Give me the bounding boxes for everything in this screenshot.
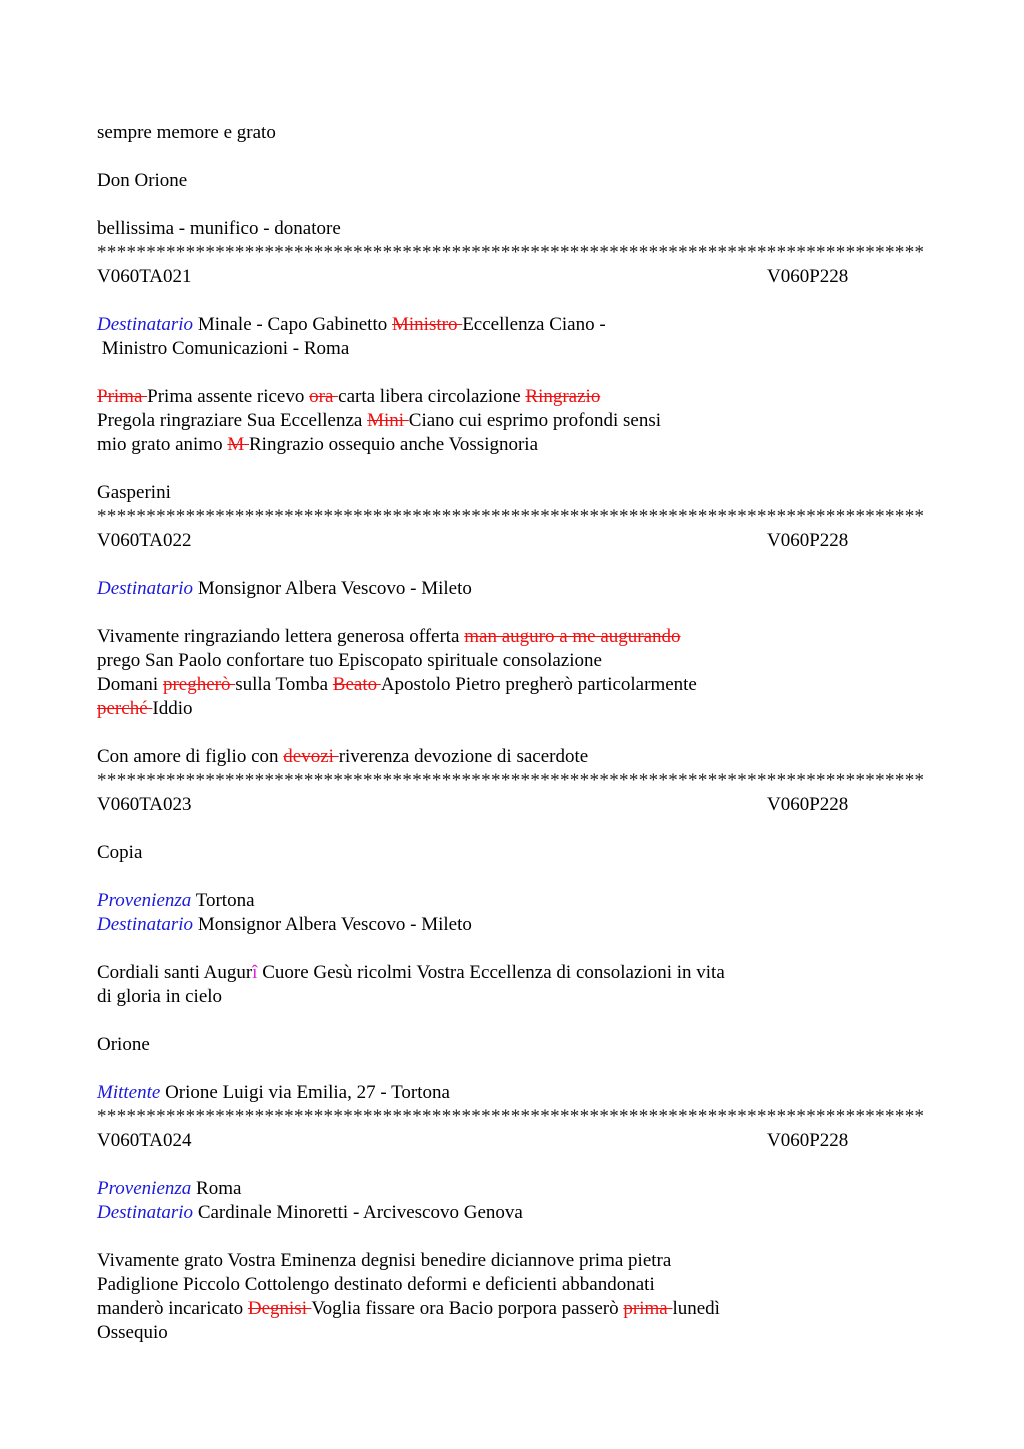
deleted-text: perché [97,698,153,719]
entry-code-row [97,793,927,817]
deleted-text: pregherò [162,674,236,695]
text-line [97,961,927,985]
separator: ************************************************************************************ [97,242,925,263]
mittente-line [97,1081,927,1105]
field-label: Destinatario [97,314,194,335]
field-label: Destinatario [97,1202,194,1223]
entry-code-row [97,265,927,289]
field-label: Destinatario [97,578,194,599]
text-line [97,625,927,649]
text-line: sempre memore e grato [97,122,276,143]
text: sulla Tomba [235,674,333,695]
text-line: di gloria in cielo [97,986,223,1007]
deleted-text: Ringrazio [525,386,601,407]
text: Pregola ringraziare Sua Eccellenza [97,410,368,431]
text: Voglia fissare ora Bacio porpora passerò [311,1298,624,1319]
entry-code: V060TA021 [97,266,192,287]
deleted-text: M [227,434,249,455]
deleted-text: Beato [332,674,381,695]
text: Vivamente ringraziando lettera generosa offerta [97,626,465,647]
deleted-text: prima [623,1298,673,1319]
text: lunedì [672,1298,720,1319]
field-value: Orione Luigi via Emilia, 27 - Tortona [160,1082,450,1103]
destinatario-line [97,913,927,937]
deleted-text: Mini [367,410,409,431]
field-value: Minale - Capo Gabinetto [193,314,392,335]
signature: Gasperini [97,482,171,503]
separator: ************************************************************************************ [97,770,925,791]
deleted-text: Prima [97,386,148,407]
text-line: Ossequio [97,1322,168,1343]
text: Prima assente ricevo [147,386,310,407]
field-label: Destinatario [97,914,194,935]
text-line [97,673,927,697]
entry-code: V060TA022 [97,530,192,551]
text: Ciano cui esprimo profondi sensi [408,410,662,431]
text-line [97,433,927,457]
provenienza-line [97,1177,927,1201]
destinatario-line [97,577,927,601]
field-value: Eccellenza Ciano - [462,314,606,335]
signature: Orione [97,1034,150,1055]
text: Iddio [152,698,193,719]
deleted-text: Degnisi [247,1298,312,1319]
text: Apostolo Pietro pregherò particolarmente [380,674,697,695]
text: Cordiali santi Augur [97,962,253,983]
page-code: V060P228 [767,1130,849,1151]
text-line [97,409,927,433]
text: riverenza devozione di sacerdote [338,746,589,767]
text-line [97,1297,927,1321]
field-value: Roma [191,1178,242,1199]
text-line: bellissima - munifico - donatore [97,218,341,239]
deleted-text: man auguro a me augurando [464,626,681,647]
provenienza-line [97,889,927,913]
separator: ************************************************************************************ [97,506,925,527]
text-line: Vivamente grato Vostra Eminenza degnisi benedire diciannove prima pietra [97,1250,672,1271]
text-line [97,385,927,409]
text-line: Padiglione Piccolo Cottolengo destinato deformi e deficienti abbandonati [97,1274,655,1295]
field-value: Cardinale Minoretti - Arcivescovo Genova [193,1202,523,1223]
entry-code-row [97,1129,927,1153]
field-label: Mittente [97,1082,161,1103]
text: Cuore Gesù ricolmi Vostra Eccellenza di consolazioni in vita [257,962,725,983]
text: manderò incaricato [97,1298,248,1319]
field-value: Monsignor Albera Vescovo - Mileto [193,578,472,599]
page-code: V060P228 [767,530,849,551]
text: Con amore di figlio con [97,746,284,767]
document-page [97,121,927,1345]
text-line: prego San Paolo confortare tuo Episcopato spirituale consolazione [97,650,602,671]
entry-code: V060TA023 [97,794,192,815]
text-line: Don Orione [97,170,188,191]
destinatario-line [97,1201,927,1225]
text: carta libera circolazione [338,386,526,407]
text: mio grato animo [97,434,228,455]
field-label: Provenienza [97,890,192,911]
field-value: Tortona [191,890,255,911]
accent-char: î [252,962,258,983]
text: Ringrazio ossequio anche Vossignoria [249,434,539,455]
field-value: Monsignor Albera Vescovo - Mileto [193,914,472,935]
text-line: Ministro Comunicazioni - Roma [97,338,350,359]
entry-code: V060TA024 [97,1130,192,1151]
text: Domani [97,674,163,695]
separator: ************************************************************************************ [97,1106,925,1127]
closing-line [97,745,927,769]
page-code: V060P228 [767,794,849,815]
field-label: Provenienza [97,1178,192,1199]
deleted-text: Ministro [392,314,463,335]
deleted-text: devozi [283,746,339,767]
copia-label: Copia [97,842,143,863]
deleted-text: ora [309,386,339,407]
page-code: V060P228 [767,266,849,287]
entry-code-row [97,529,927,553]
text-line [97,697,927,721]
destinatario-line [97,313,927,337]
